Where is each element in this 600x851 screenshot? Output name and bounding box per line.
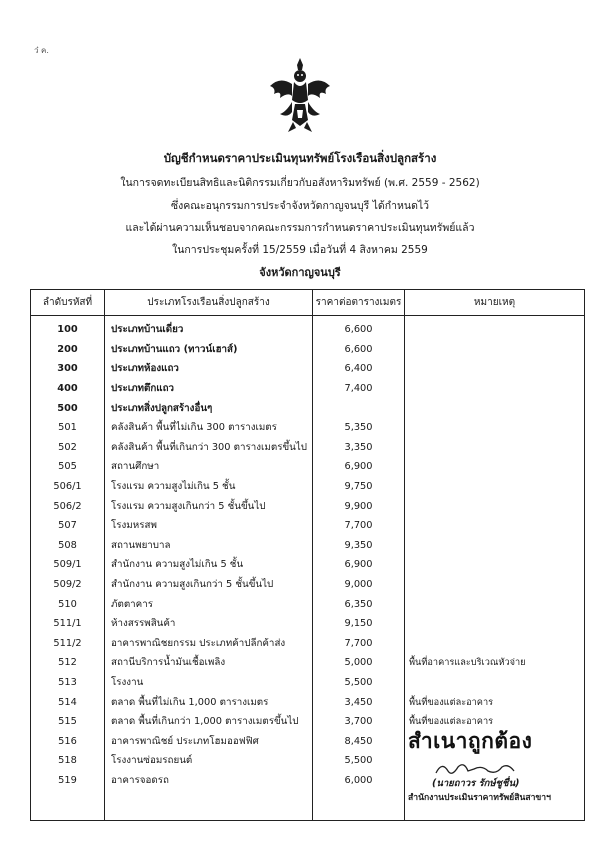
row-code: 502: [31, 438, 105, 458]
row-price: 3,450: [313, 692, 405, 712]
row-code: 100: [31, 316, 105, 340]
row-code: 519: [31, 771, 105, 791]
row-type: สำนักงาน ความสูงไม่เกิน 5 ชั้น: [105, 555, 313, 575]
row-type: ประเภทสิ่งปลูกสร้างอื่นๆ: [105, 398, 313, 418]
document-title: บัญชีกำหนดราคาประเมินทุนทรัพย์โรงเรือนสิ่งปลูกสร้าง: [163, 151, 437, 165]
row-code: 512: [31, 653, 105, 673]
table-row: [31, 653, 585, 673]
row-price: 9,000: [313, 575, 405, 595]
table-row: [31, 316, 585, 340]
row-type: โรงแรม ความสูงเกินกว่า 5 ชั้นขึ้นไป: [105, 496, 313, 516]
row-type: โรงงาน: [105, 673, 313, 693]
row-type: อาคารพาณิชย์ ประเภทโฮมออฟฟิศ: [105, 731, 313, 751]
row-price: 5,350: [313, 418, 405, 438]
row-type: ตลาด พื้นที่ไม่เกิน 1,000 ตารางเมตร: [105, 692, 313, 712]
row-type: ภัตตาคาร: [105, 594, 313, 614]
row-code: 510: [31, 594, 105, 614]
table-row: [31, 418, 585, 438]
column-header-type: ประเภทโรงเรือนสิ่งปลูกสร้าง: [105, 290, 313, 316]
row-price: 6,600: [313, 340, 405, 360]
column-header-code: ลำดับรหัสที่: [31, 290, 105, 316]
table-row: [31, 614, 585, 634]
row-type: ห้างสรรพสินค้า: [105, 614, 313, 634]
row-price: 9,750: [313, 477, 405, 497]
row-price: [313, 398, 405, 418]
garuda-emblem-icon: [266, 56, 334, 136]
row-note: [405, 536, 585, 556]
table-row: [31, 438, 585, 458]
row-type: คลังสินค้า พื้นที่ไม่เกิน 300 ตารางเมตร: [105, 418, 313, 438]
row-note: [405, 477, 585, 497]
row-price: 6,400: [313, 359, 405, 379]
row-note: พื้นที่ของแต่ละอาคาร: [405, 692, 585, 712]
row-note: [405, 673, 585, 693]
row-price: 5,500: [313, 751, 405, 771]
row-code: 506/2: [31, 496, 105, 516]
row-type: สำนักงาน ความสูงเกินกว่า 5 ชั้นขึ้นไป: [105, 575, 313, 595]
table-row: [31, 634, 585, 654]
table-row: [31, 457, 585, 477]
row-price: 6,900: [313, 457, 405, 477]
row-type: อาคารพาณิชยกรรม ประเภทค้าปลีกค้าส่ง: [105, 634, 313, 654]
row-code: 509/1: [31, 555, 105, 575]
row-code: 516: [31, 731, 105, 751]
row-note: [405, 634, 585, 654]
row-price: 6,000: [313, 771, 405, 791]
subtitle-line-1: ในการจดทะเบียนสิทธิและนิติกรรมเกี่ยวกับอสังหาริมทรัพย์ (พ.ศ. 2559 - 2562): [120, 177, 480, 189]
signatory-office: สำนักงานประเมินราคาทรัพย์สินสาขาฯ: [408, 793, 551, 803]
row-price: 6,900: [313, 555, 405, 575]
row-price: 6,350: [313, 594, 405, 614]
row-code: 509/2: [31, 575, 105, 595]
row-price: 9,900: [313, 496, 405, 516]
row-type: โรงแรม ความสูงไม่เกิน 5 ชั้น: [105, 477, 313, 497]
row-note: [405, 379, 585, 399]
row-price: 8,450: [313, 731, 405, 751]
row-type: โรงงานซ่อมรถยนต์: [105, 751, 313, 771]
row-code: 511/2: [31, 634, 105, 654]
table-row: [31, 692, 585, 712]
row-type: ประเภทห้องแถว: [105, 359, 313, 379]
row-note: [405, 457, 585, 477]
row-type: ประเภทตึกแถว: [105, 379, 313, 399]
table-row: [31, 594, 585, 614]
row-note: [405, 614, 585, 634]
row-type: สถานพยาบาล: [105, 536, 313, 556]
table-row: [31, 555, 585, 575]
row-note: [405, 516, 585, 536]
column-header-note: หมายเหตุ: [405, 290, 585, 316]
row-code: 506/1: [31, 477, 105, 497]
row-note: [405, 398, 585, 418]
row-code: 518: [31, 751, 105, 771]
row-note: [405, 359, 585, 379]
row-price: 9,350: [313, 536, 405, 556]
table-row: [31, 575, 585, 595]
subtitle-line-4: ในการประชุมครั้งที่ 15/2559 เมื่อวันที่ 4 สิงหาคม 2559: [172, 244, 428, 256]
table-header-row: [31, 290, 585, 316]
row-note: [405, 316, 585, 340]
row-note: [405, 555, 585, 575]
row-note: [405, 418, 585, 438]
table-row: [31, 477, 585, 497]
row-code: 505: [31, 457, 105, 477]
row-note: [405, 575, 585, 595]
row-price: 7,700: [313, 634, 405, 654]
row-type: สถานศึกษา: [105, 457, 313, 477]
row-note: [405, 496, 585, 516]
row-type: ประเภทบ้านเดี่ยว: [105, 316, 313, 340]
row-code: 500: [31, 398, 105, 418]
subtitle-line-2: ซึ่งคณะอนุกรรมการประจำจังหวัดกาญจนบุรี ได้กำหนดไว้: [170, 200, 430, 212]
row-note: พื้นที่ของแต่ละอาคาร: [405, 712, 585, 732]
row-type: อาคารจอดรถ: [105, 771, 313, 791]
row-code: 501: [31, 418, 105, 438]
row-price: 3,350: [313, 438, 405, 458]
row-code: 515: [31, 712, 105, 732]
row-code: 513: [31, 673, 105, 693]
table-row: [31, 379, 585, 399]
row-note: [405, 594, 585, 614]
row-price: 5,000: [313, 653, 405, 673]
table-row: [31, 516, 585, 536]
column-header-price: ราคาต่อตารางเมตร: [313, 290, 405, 316]
row-code: 511/1: [31, 614, 105, 634]
province-label: จังหวัดกาญจนบุรี: [259, 266, 341, 279]
row-code: 507: [31, 516, 105, 536]
certified-copy-stamp: สำเนาถูกต้อง: [408, 728, 533, 753]
row-type: คลังสินค้า พื้นที่เกินกว่า 300 ตารางเมตรขึ้นไป: [105, 438, 313, 458]
row-type: ประเภทบ้านแถว (ทาวน์เฮาส์): [105, 340, 313, 360]
row-price: 6,600: [313, 316, 405, 340]
signatory-name: (นายถาวร รักษ์ชูชื่น): [432, 778, 520, 789]
row-price: 3,700: [313, 712, 405, 732]
row-note: [405, 340, 585, 360]
row-type: โรงมหรสพ: [105, 516, 313, 536]
row-price: 7,700: [313, 516, 405, 536]
subtitle-line-3: และได้ผ่านความเห็นชอบจากคณะกรรมการกำหนดราคาประเมินทุนทรัพย์แล้ว: [125, 222, 475, 234]
row-code: 514: [31, 692, 105, 712]
table-row: [31, 359, 585, 379]
row-note: [405, 438, 585, 458]
table-row: [31, 536, 585, 556]
table-row: [31, 496, 585, 516]
table-row: [31, 340, 585, 360]
table-row: [31, 673, 585, 693]
row-price: 7,400: [313, 379, 405, 399]
row-code: 300: [31, 359, 105, 379]
row-code: 200: [31, 340, 105, 360]
row-price: 5,500: [313, 673, 405, 693]
row-code: 400: [31, 379, 105, 399]
corner-mark: ว๋ ค.: [34, 46, 49, 55]
row-price: 9,150: [313, 614, 405, 634]
row-type: สถานีบริการน้ำมันเชื้อเพลิง: [105, 653, 313, 673]
row-type: ตลาด พื้นที่เกินกว่า 1,000 ตารางเมตรขึ้นไป: [105, 712, 313, 732]
table-row: [31, 398, 585, 418]
row-code: 508: [31, 536, 105, 556]
row-note: พื้นที่อาคารและบริเวณหัวจ่าย: [405, 653, 585, 673]
